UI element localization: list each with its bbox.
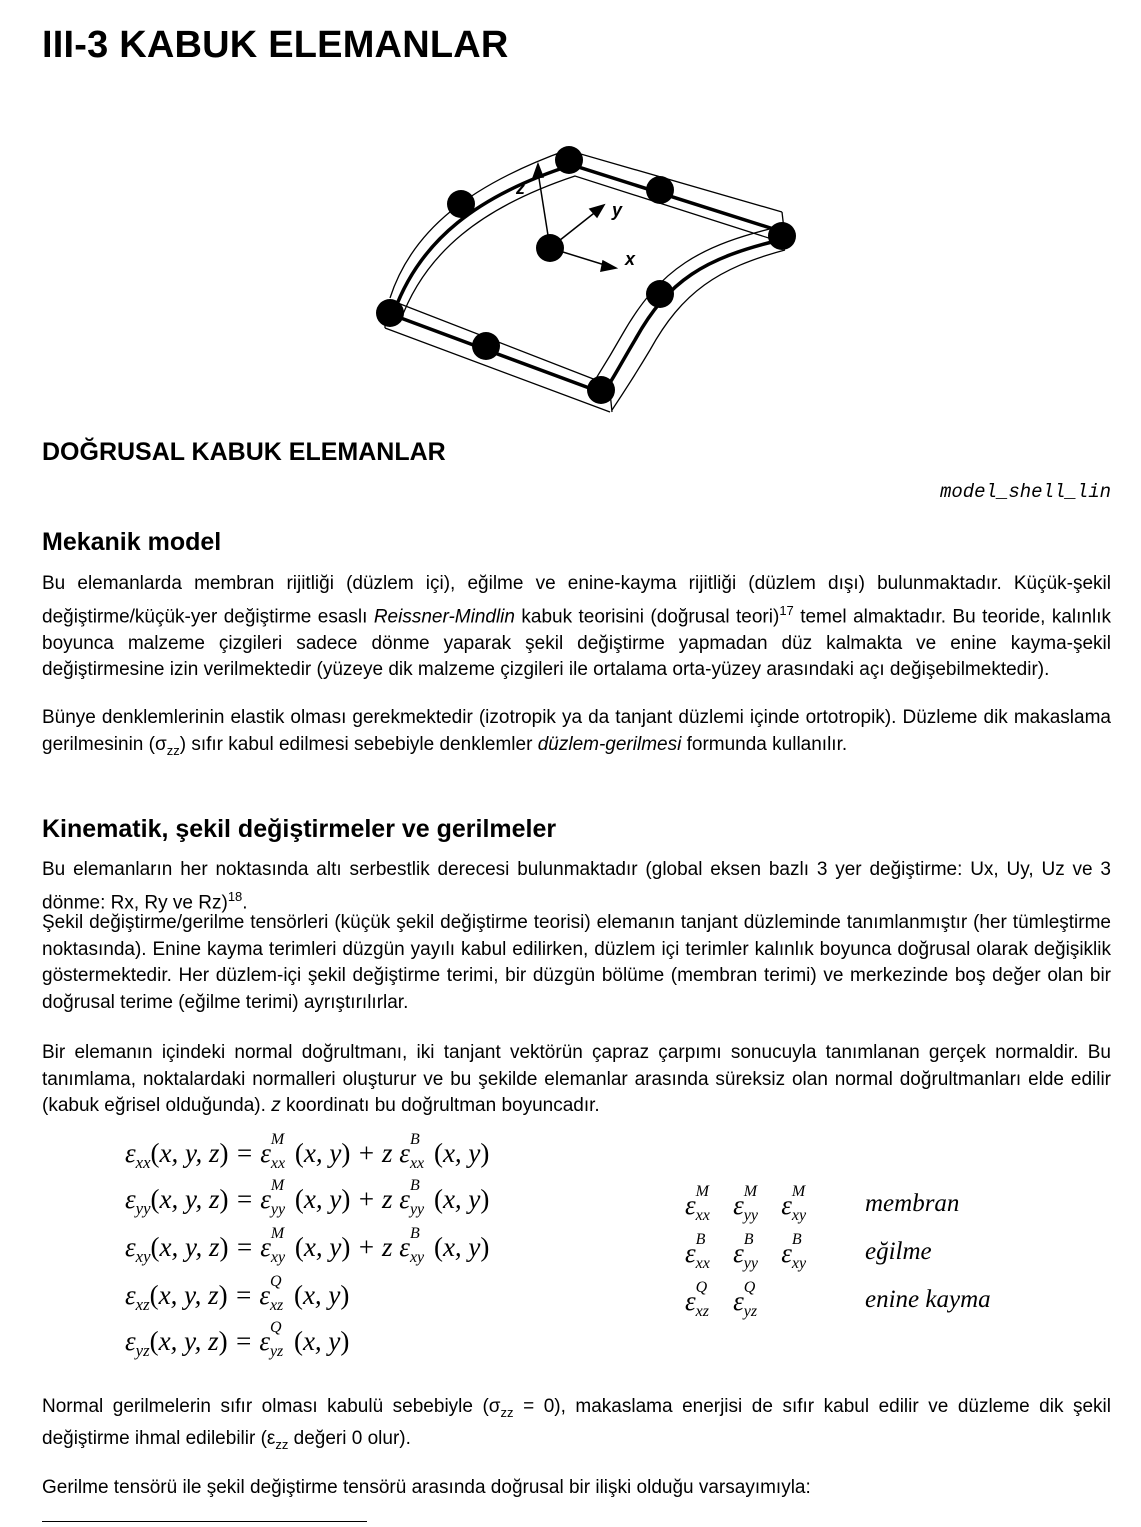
strain-equations [125, 1131, 1025, 1368]
x-axis-label: x [625, 249, 636, 269]
eq-exz: $\varepsilon_{xz}(x$, y, z) = ε Q xz (x, y) [125, 1273, 350, 1314]
node-front-corner [587, 376, 615, 404]
node-top-mid [646, 176, 674, 204]
shear-components: ε Q xz ε Q yz [685, 1279, 758, 1320]
node-front-mid [472, 332, 500, 360]
node-left-mid [447, 190, 475, 218]
mechanical-paragraph-1: Bu elemanlarda membran rijitliği (düzlem içi), eğilme ve enine-kayma rijitliği (düzlem dışı) bulunmaktadır. Küçük-şekil değiştirme/küçük-yer değiştirme esaslı Reissner-Mindlin kabuk teorisini (doğrusal teori)$^{17}$ temel almaktadır. Bu teoride, kalınlık boyunca malzeme çizgileri sadece dönme yaparak şekil değiştirme yapmadan düz kalmakta ve enine kayma-şekil değiştirmesine izin verilmektedir (yüzeye dik malzeme çizgileri ile ortalama orta-yüzey arasındaki açı değişebilmektedir). [42, 573, 1111, 681]
eq-exx: $\varepsilon_{xx}(x$, y, z) = ε M xx (x, y) + z ε B xx (x, y) [125, 1131, 490, 1172]
y-axis-label: y [612, 200, 623, 220]
kinematics-paragraph-3: Bir elemanın içindeki normal doğrultmanı, iki tanjant vektörün çapraz çarpımı sonucuyla tanımlanan gerçek normaldir. Bu tanımlama, noktalardaki normalleri oluşturur ve bu şekilde elemanlar arasında süreksiz olan normal doğrultmanları elde edilir (kabuk eğrisel olduğunda). z koordinatı bu doğrultman boyuncadır. [42, 1042, 1111, 1117]
footnote-separator [42, 1521, 367, 1522]
shear-label: enine kayma [865, 1286, 991, 1313]
model-code: model_shell_lin [939, 481, 1111, 503]
mechanical-heading: Mekanik model [42, 528, 222, 556]
eq-eyy: $\varepsilon_{yy}(x$, y, z) = ε M yy (x, y) + z ε B yy (x, y) [125, 1177, 490, 1218]
kinematics-paragraph-2: Şekil değiştirme/gerilme tensörleri (küçük şekil değiştirme teorisi) elemanın tanjant düzleminde tanımlanmıştır (her tümleştirme noktasında). Enine kayma terimleri düzgün yayılı kabul edilirken, düzlem içi terimler kalınlık boyunca doğrusal olarak değişiklik göstermektedir. Her düzlem-içi şekil değiştirme terimi, bir düzgün bölüme (membran terimi) ve merkezinde boş değer olan bir doğrusal terime (eğilme terimi) ayrıştırılırlar. [42, 912, 1111, 1013]
node-right-corner [768, 222, 796, 250]
closing-paragraph-2: Gerilme tensörü ile şekil değiştirme tensörü arasında doğrusal bir ilişki olduğu varsayımıyla: [42, 1477, 811, 1498]
shell-element-figure [365, 140, 805, 420]
membrane-label: membran [865, 1190, 960, 1217]
z-axis-label: z [516, 178, 525, 198]
bending-label: eğilme [865, 1238, 932, 1265]
eq-exy: $\varepsilon_{xy}(x$, y, z) = ε M xy (x, y) + z ε B xy (x, y) [125, 1225, 490, 1266]
node-top-corner [555, 146, 583, 174]
x-axis-arrow [601, 261, 616, 271]
kinematics-heading: Kinematik, şekil değiştirmeler ve gerilmeler [42, 815, 557, 843]
kinematics-paragraph-1: Bu elemanların her noktasında altı serbestlik derecesi bulunmaktadır (global eksen bazlı 3 yer değiştirme: Ux, Uy, Uz ve 3 dönme: Rx, Ry ve Rz)$^{18}$. [42, 859, 1111, 913]
membrane-components: ε M xx ε M yy ε M xy [685, 1183, 807, 1224]
bending-components: ε B xx ε B yy ε B xy [685, 1231, 807, 1272]
node-left-corner [376, 299, 404, 327]
page-title: III-3 KABUK ELEMANLAR [42, 24, 509, 66]
right-edge-outer [592, 226, 782, 385]
node-center [536, 234, 564, 262]
node-right-mid [646, 280, 674, 308]
right-edge-inner [612, 250, 785, 410]
top-edge-mid [394, 165, 783, 312]
z-axis-arrow [533, 164, 543, 178]
eq-eyz: $\varepsilon_{yz}(x$, y, z) = ε Q yz (x, y) [125, 1319, 350, 1360]
closing-paragraph-1: Normal gerilmelerin sıfır olması kabulü sebebiyle $(\sigma_{zz} = 0)$, makaslama enerjisi de sıfır kabul edilir ve düzleme dik şekil değiştirme ihmal edilebilir ($\varepsilon_{zz}$ değeri 0 olur). [42, 1396, 1111, 1453]
section-title: DOĞRUSAL KABUK ELEMANLAR [42, 438, 446, 466]
mechanical-paragraph-2: Bünye denklemlerinin elastik olması gerekmektedir (izotropik ya da tanjant düzlemi içinde ortotropik). Düzleme dik makaslama gerilmesinin $(\sigma_{zz})$ sıfır kabul edilmesi sebebiyle denklemler düzlem-gerilmesi formunda kullanılır. [42, 707, 1111, 758]
